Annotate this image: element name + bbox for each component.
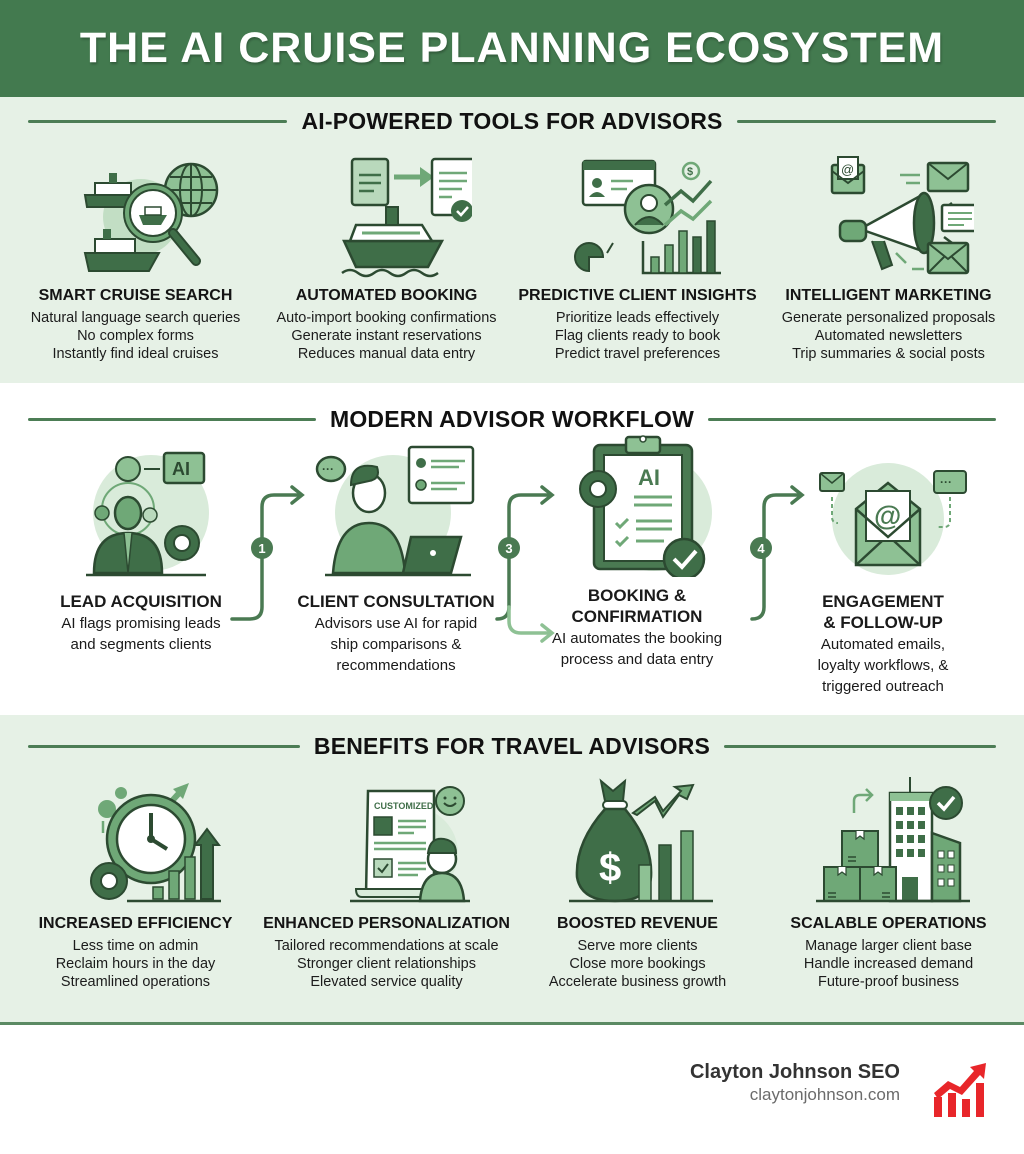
tool-card-automated-booking <box>261 145 512 363</box>
card-line: Tailored recommendations at scale <box>274 938 499 954</box>
step-line: Automated emails, <box>820 636 946 653</box>
card-line: Generate instant reservations <box>291 328 482 344</box>
card-line: Automated newsletters <box>814 328 963 344</box>
divider <box>737 120 996 123</box>
brand-growth-chart-icon <box>934 1057 988 1117</box>
card-title: BOOSTED REVENUE <box>557 915 718 932</box>
benefits-section <box>0 715 1024 1025</box>
benefit-card-boosted-revenue <box>512 773 763 991</box>
booking-clipboard-icon <box>552 427 722 577</box>
tools-section <box>0 97 1024 383</box>
svg-text:···: ··· <box>322 462 334 476</box>
divider <box>724 745 996 748</box>
tools-section-heading <box>0 97 1024 145</box>
step-line: recommendations <box>336 657 456 674</box>
tool-card-predictive-client-insights <box>512 145 763 363</box>
step-badge-3: 3 <box>498 537 520 559</box>
step-title: ENGAGEMENT & FOLLOW-UP <box>822 592 944 632</box>
benefit-card-scalable-operations <box>763 773 1014 991</box>
card-title: PREDICTIVE CLIENT INSIGHTS <box>518 287 757 304</box>
card-line: Less time on admin <box>72 938 199 954</box>
section-title: MODERN ADVISOR WORKFLOW <box>329 405 695 432</box>
brand-url[interactable]: claytonjohnson.com <box>749 1085 900 1104</box>
card-line: Predict travel preferences <box>554 346 721 362</box>
card-line: Handle increased demand <box>803 956 974 972</box>
step-title: BOOKING & CONFIRMATION <box>571 586 703 626</box>
step-line: AI flags promising leads <box>61 615 221 632</box>
card-line: No complex forms <box>77 328 194 344</box>
brand-name: Clayton Johnson SEO <box>689 1061 900 1083</box>
card-line: Future-proof business <box>817 974 960 990</box>
card-title: INTELLIGENT MARKETING <box>785 287 992 304</box>
card-line: Serve more clients <box>577 938 698 954</box>
divider <box>28 745 300 748</box>
benefits-section-heading <box>0 715 1024 773</box>
section-title: BENEFITS FOR TRAVEL ADVISORS <box>313 732 711 759</box>
money-bag-growth-icon <box>553 773 723 909</box>
brand-block <box>690 1061 900 1105</box>
step-line: Advisors use AI for rapid <box>314 615 478 632</box>
card-title: INCREASED EFFICIENCY <box>38 915 233 932</box>
workflow-step-booking-confirmation <box>544 427 730 669</box>
card-title: SMART CRUISE SEARCH <box>38 287 233 304</box>
megaphone-marketing-icon <box>804 145 974 281</box>
step-line: and segments clients <box>70 636 212 653</box>
card-line: Reduces manual data entry <box>297 346 476 362</box>
step-line: loyalty workflows, & <box>817 657 949 674</box>
tool-card-intelligent-marketing <box>763 145 1014 363</box>
benefit-card-enhanced-personalization <box>261 773 512 991</box>
client-insights-icon <box>553 145 723 281</box>
card-line: Auto-import booking confirmations <box>276 310 497 326</box>
step-line: triggered outreach <box>822 678 944 695</box>
divider <box>28 120 287 123</box>
card-line: Stronger client relationships <box>297 956 476 972</box>
header-banner <box>0 0 1024 97</box>
section-title: AI-POWERED TOOLS FOR ADVISORS <box>301 107 723 134</box>
workflow-step-lead-acquisition <box>56 433 226 654</box>
scalable-buildings-icon <box>804 773 974 909</box>
card-title: ENHANCED PERSONALIZATION <box>263 915 510 932</box>
card-line: Elevated service quality <box>310 974 463 990</box>
svg-text:$: $ <box>686 166 693 178</box>
page-title: THE AI CRUISE PLANNING ECOSYSTEM <box>79 24 945 72</box>
tool-card-smart-cruise-search <box>10 145 261 363</box>
engagement-email-icon <box>798 433 968 583</box>
client-consultation-icon <box>311 433 481 583</box>
automated-booking-icon <box>302 145 472 281</box>
card-line: Streamlined operations <box>60 974 211 990</box>
workflow-step-engagement-follow-up <box>790 433 976 696</box>
card-line: Close more bookings <box>569 956 706 972</box>
customized-document-icon <box>302 773 472 909</box>
card-line: Flag clients ready to book <box>554 328 721 344</box>
card-line: Instantly find ideal cruises <box>52 346 219 362</box>
card-line: Trip summaries & social posts <box>792 346 985 362</box>
svg-text:@: @ <box>840 162 854 177</box>
step-line: ship comparisons & <box>330 636 462 653</box>
clock-efficiency-icon <box>51 773 221 909</box>
lead-acquisition-icon <box>56 433 226 583</box>
card-line: Reclaim hours in the day <box>55 956 216 972</box>
svg-text:···: ··· <box>940 475 952 489</box>
workflow-step-client-consultation <box>296 433 496 675</box>
step-line: AI automates the booking <box>551 630 723 647</box>
card-line: Generate personalized proposals <box>781 310 996 326</box>
card-line: Prioritize leads effectively <box>555 310 720 326</box>
divider <box>28 418 316 421</box>
step-badge-1: 1 <box>251 537 273 559</box>
workflow-section <box>0 383 1024 715</box>
card-title: SCALABLE OPERATIONS <box>790 915 987 932</box>
step-badge-4: 4 <box>750 537 772 559</box>
svg-text:AI: AI <box>172 459 190 479</box>
step-title: CLIENT CONSULTATION <box>297 592 495 611</box>
card-line: Natural language search queries <box>30 310 241 326</box>
card-title: AUTOMATED BOOKING <box>295 287 478 304</box>
footer <box>0 1025 1024 1151</box>
benefit-card-increased-efficiency <box>10 773 261 991</box>
svg-text:AI: AI <box>638 465 660 490</box>
svg-text:CUSTOMIZED: CUSTOMIZED <box>373 801 433 811</box>
card-line: Accelerate business growth <box>548 974 727 990</box>
svg-text:$: $ <box>598 846 621 890</box>
step-title: LEAD ACQUISITION <box>60 592 222 611</box>
card-line: Manage larger client base <box>805 938 972 954</box>
cruise-search-icon <box>51 145 221 281</box>
svg-text:@: @ <box>874 500 902 531</box>
divider <box>708 418 996 421</box>
step-line: process and data entry <box>560 651 714 668</box>
